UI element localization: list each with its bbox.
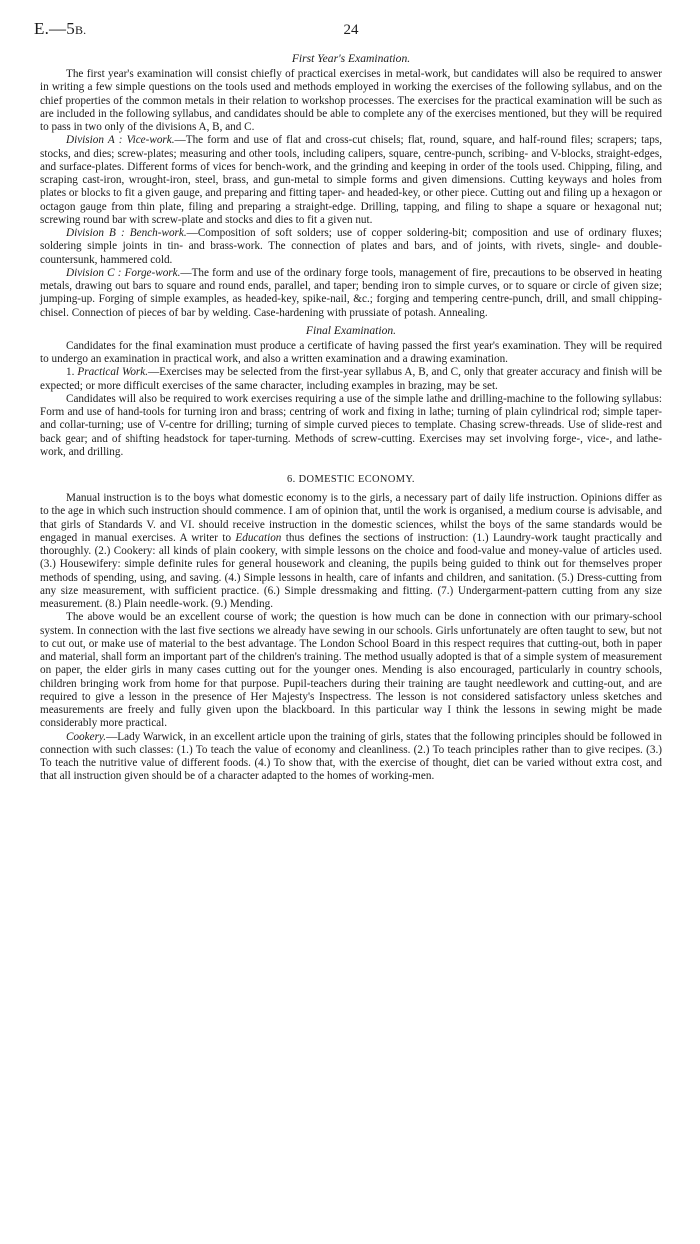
domestic-intro-paragraph bbox=[40, 492, 662, 611]
division-c-lead: Division C : Forge-work. bbox=[66, 266, 181, 279]
division-b-lead: Division B : Bench-work. bbox=[66, 227, 187, 239]
first-year-heading: First Year's Examination. bbox=[291, 52, 411, 65]
division-c-paragraph bbox=[40, 267, 662, 320]
domestic-intro-text-a: Manual instruction is to the boys what domestic economy is to the girls, a necessary part of daily life instruction. Opinions differ as to the age in which such instruction should commence. I am of opinion that, until the work is organised, a medium course is advisable, and that girls of Standards V. and VI. should receive instruction in the domestic sciences, whilst the boys of the same standards would be engaged in manual exercises. A writer to bbox=[40, 492, 662, 544]
cookery-text: —Lady Warwick, in an excellent article upon the training of girls, states that the following principles should be followed in connection with such classes: (1.) To teach the value of economy and cleanliness. (2.) To teach principles rather than to give recipes. (3.) To teach the nutritive value of different foods. (4.) To show that, with the exercise of thought, diet can be varied without extra cost, and that all instruction given should be of a character adapted to the homes of working-men. bbox=[40, 730, 662, 783]
lathe-paragraph: Candidates will also be required to work exercises requiring a use of the simple lathe and drilling-machine to the following syllabus: Form and use of hand-tools for turning iron and brass; centring of work and fixing in lathe; turning of plain cylindrical rod; simple taper- and collar-turning; use of V-centre for drilling; turning of simple curved pieces to template. Chasing screw-threads. Use of slide-rest and back gear; and of shifting headstock for taper-turning. Methods of screw-cutting. Exercises may set involving forge-, vice-, and lathe-work, and drilling. bbox=[40, 392, 662, 458]
practical-lead: Practical Work. bbox=[77, 366, 149, 379]
reference-main: E.—5 bbox=[34, 19, 75, 38]
cookery-paragraph bbox=[40, 731, 662, 784]
reference-suffix: B. bbox=[74, 23, 87, 37]
domestic-economy-heading: 6. DOMESTIC ECONOMY. bbox=[287, 474, 415, 485]
practical-text: —Exercises may be selected from the first-year syllabus A, B, and C, only that greater accuracy and finish will be expected; or more difficult exercises of the same character, including examples in brazing, may be set. bbox=[40, 366, 662, 392]
final-exam-heading: Final Examination. bbox=[305, 323, 397, 337]
division-b-text: —Composition of soft solders; use of copper soldering-bit; composition and use of ordinary fluxes; soldering simple joints in tin- and brass-work. The connection of plates and bars, and of joints, with rivets, single- and double-countersunk, hammered cold. bbox=[40, 227, 662, 266]
sewing-paragraph: The above would be an excellent course of work; the question is how much can be done in connection with our primary-school system. In connection with the last five sections we already have sewing in our schools. Girls unfortunately are often taught to sew, but not to cut out, or make use of material to the best advantage. The London School Board in this respect requires that cutting-out, both in paper and material, shall form an important part of the children's training. The method usually adopted is that of a simple system of measurement on paper, the elder girls in many cases cutting out for the younger ones. Mending is also encouraged, particularly in country schools, children bringing work from home for that purpose. Pupil-teachers during their training are taught needlework and cutting-out, and are required to give a lesson in the presence of Her Majesty's Inspectress. The lesson is not considered satisfactory unless sketches and measurements are freely and fully given upon the blackboard. In this particular way I think the lessons in sewing might be made considerably more practical. bbox=[40, 611, 662, 730]
division-a-paragraph bbox=[40, 134, 662, 227]
division-a-lead: Division A : Vice-work. bbox=[66, 134, 175, 147]
domestic-intro-text-b: thus defines the sections of instruction: (1.) Laundry-work taught practically and thoroughly. (2.) Cookery: all kinds of plain cookery, with simple lessons on the choice and food-value and money-value of articles used. (3.) Housewifery: simple definite rules for general housework and cleaning, the pupils being guided to think out for themselves proper methods of spending, using, and saving. (4.) Simple lessons in health, care of infants and children, and sanitation. (5.) Dress-cutting from any size measurement, with sufficient practice. (6.) Simple dressmaking and fitting. (7.) Undergarment-pattern cutting from any size measurement. (8.) Plain needle-work. (9.) Mending. bbox=[40, 531, 662, 610]
education-title: Education bbox=[235, 531, 282, 544]
page-number: 24 bbox=[343, 22, 359, 38]
practical-work-paragraph bbox=[40, 366, 662, 393]
division-b-paragraph bbox=[40, 227, 662, 267]
final-exam-paragraph: Candidates for the final examination must produce a certificate of having passed the first year's examination. They will be required to undergo an examination in practical work, and also a written examination and a drawing examination. bbox=[40, 339, 662, 365]
page-header bbox=[34, 19, 662, 48]
division-a-text: —The form and use of flat and cross-cut chisels; flat, round, square, and half-round files; scrapers; taps, stocks, and dies; screw-plates; measuring and other tools, including calipers, square, centre-punch, scribing- and V-blocks, straight-edges, and surface-plates. Different forms of vices for bench-work, and the grinding and keeping in order of the tools used. Chipping, filing, and scraping cast-iron, wrought-iron, steel, brass, and gun-metal to simple forms and given dimensions. Cutting keyways and holes from plates or blocks to fit a given gauge, and preparing and fitting taper- and headed-key, or other piece. Cutting out and filing up a hexagon or octagon gauge from thin plate, filing and preparing a straight-edge. Drilling, tapping, and filing to shape a square or hexagonal nut; screwing round bar with screw-plate and stocks and dies to fit a given nut. bbox=[40, 134, 662, 226]
first-year-intro: The first year's examination will consist chiefly of practical exercises in metal-work, but candidates will also be required to answer in writing a few simple questions on the tools used and methods employed in working the exercises of the following syllabus, and on the chief properties of the common metals in their relation to workshop processes. The exercises for the practical examination will be such as are included in the following syllabus, and candidates should be able to complete any of the exercises mentioned, but they will be required to pass in two only of the divisions A, B, and C. bbox=[40, 68, 662, 133]
cookery-lead: Cookery. bbox=[66, 730, 107, 743]
division-c-text: —The form and use of the ordinary forge tools, management of fire, precautions to be observed in heating metals, drawing out bars to square and round ends, parallel, and taper; bending iron to simple curves, or to square or circle of given size; jumping-up. Forging of simple examples, as headed-key, spike-nail, &c.; forging and tempering centre-punch, drill, and small chipping-chisel. Connection of pieces of bar by welding. Case-hardening with prussiate of potash. Annealing. bbox=[40, 266, 662, 319]
practical-number: 1. bbox=[66, 366, 78, 379]
